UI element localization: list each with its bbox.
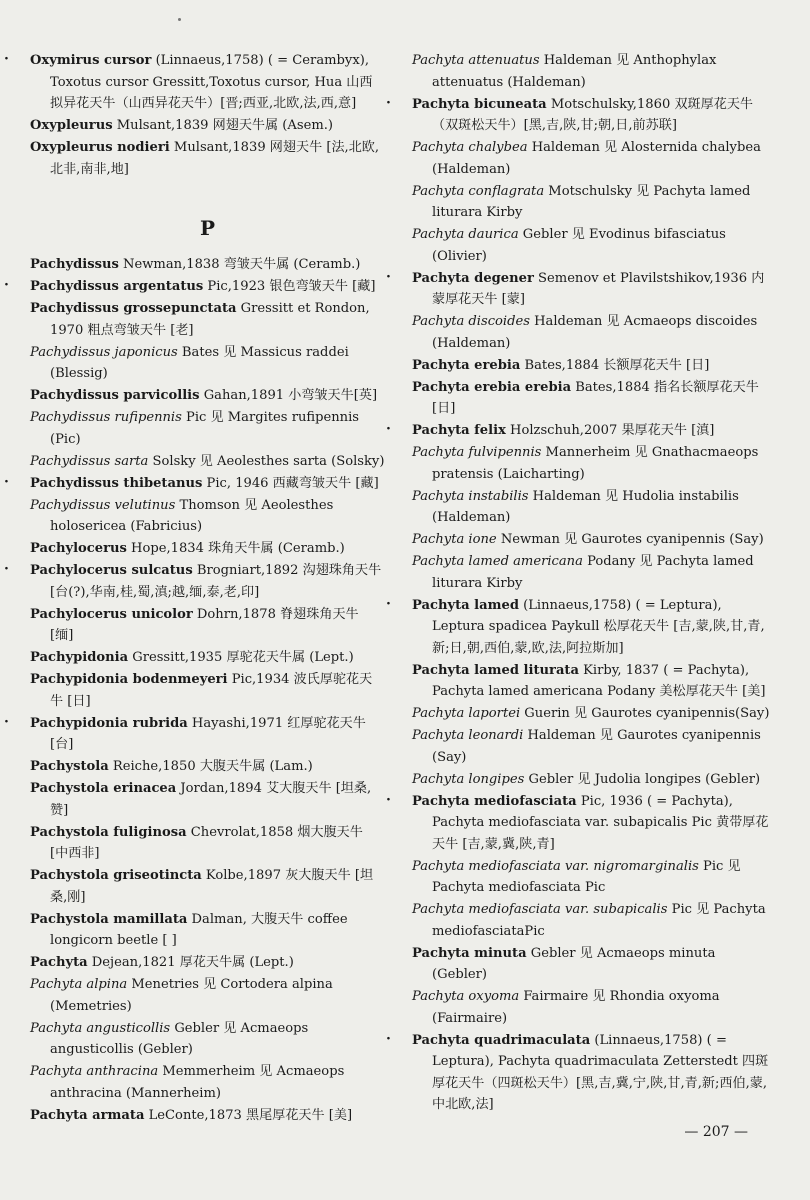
taxon-details: Newman 见 Gaurotes cyanipennis (Say) xyxy=(496,532,764,547)
taxon-entry xyxy=(30,1061,385,1104)
taxon-name: Pachydissus grossepunctata xyxy=(30,301,237,316)
taxon-name: Pachyta ione xyxy=(412,532,497,547)
taxon-entry xyxy=(412,856,770,899)
taxon-name: Pachyta erebia erebia xyxy=(412,379,572,395)
taxon-entry xyxy=(412,703,770,725)
taxon-name: Pachyta instabilis xyxy=(412,488,529,504)
taxon-name: Pachyta xyxy=(30,955,88,970)
taxon-entry: · Pachyta bicuneata Motschulsky,1860 双斑厚花天牛（双斑松天牛）[黑,吉,陕,甘;朝,日,前苏联] xyxy=(386,94,754,133)
taxon-name: Pachyta degener xyxy=(412,270,534,286)
taxon-details: Haldeman 见 Anthophylax attenuatus (Haldeman) xyxy=(432,53,717,90)
taxon-entry xyxy=(30,756,385,778)
taxon-entry: · Pachyta quadrimaculata (Linnaeus,1758) ( = Leptura), Pachyta quadrimaculata Zetterstedt 四斑厚花天牛（四斑松天牛）[黑,吉,冀,宁,陕,甘,青,新;西伯,蒙,中北欧,法] xyxy=(386,1030,769,1112)
taxon-name: Oxypleurus xyxy=(30,118,113,133)
taxon-entry xyxy=(412,50,770,93)
taxon-name: Pachylocerus sulcatus xyxy=(30,563,193,578)
taxon-details: Hayashi,1971 红厚驼花天牛 [台] xyxy=(50,715,366,752)
taxon-name: Pachylocerus unicolor xyxy=(30,606,193,622)
taxon-entry xyxy=(412,551,770,594)
taxon-details: Pic 见 Margites rufipennis (Pic) xyxy=(50,410,360,447)
taxon-entry: · Pachyta felix Holzschuh,2007 果厚花天牛 [滇] xyxy=(386,421,715,438)
taxon-entry xyxy=(30,298,385,341)
taxon-entry xyxy=(30,385,385,407)
taxon-details: Newman,1838 弯皱天牛属 (Ceramb.) xyxy=(118,257,361,272)
section-letter: P xyxy=(199,216,216,240)
taxon-details: Gebler 见 Evodinus bifasciatus (Olivier) xyxy=(432,227,726,264)
taxon-entry xyxy=(30,952,385,974)
taxon-details: Mannerheim 见 Gnathacmaeops pratensis (Laicharting) xyxy=(432,445,759,482)
taxon-name: Pachypidonia bodenmeyeri xyxy=(30,672,228,687)
taxon-details: Menetries 见 Cortodera alpina (Memetries) xyxy=(50,977,333,1014)
taxon-name: Oxymirus cursor xyxy=(30,53,152,68)
taxon-name: Pachyta mediofasciata var. nigromarginalis xyxy=(412,858,699,874)
taxon-details: Pic 见 Pachyta mediofasciata Pic xyxy=(432,858,741,895)
taxon-details: Guerin 见 Gaurotes cyanipennis(Say) xyxy=(520,706,770,721)
taxon-details: (Linnaeus,1758) ( = Leptura), Leptura spadicea Paykull 松厚花天牛 [吉,蒙,陕,甘,青,新;日,朝,西伯,蒙,欧,法,阿拉斯加] xyxy=(432,597,765,656)
taxon-details: Dalman, 大腹天牛 coffee longicorn beetle [ ] xyxy=(50,911,348,948)
taxon-details: Holzschuh,2007 果厚花天牛 [滇] xyxy=(505,423,715,438)
taxon-name: Pachyta erebia xyxy=(412,357,521,373)
taxon-name: Pachyta bicuneata xyxy=(412,96,547,112)
taxon-entry xyxy=(412,486,770,529)
taxon-details: Kirby, 1837 ( = Pachyta), Pachyta lamed americana Podany 美松厚花天牛 [美] xyxy=(432,662,766,699)
taxon-name: Pachyta mediofasciata xyxy=(412,793,577,809)
taxon-details: Bates 见 Massicus raddei (Blessig) xyxy=(50,344,349,381)
taxon-details: Haldeman 见 Alosternida chalybea (Haldeman) xyxy=(432,140,761,177)
taxon-entry xyxy=(30,1018,385,1061)
taxon-entry xyxy=(30,974,385,1017)
taxon-entry xyxy=(30,865,385,908)
taxon-entry xyxy=(30,538,385,560)
taxon-entry xyxy=(30,669,385,712)
taxon-details: Pic, 1936 ( = Pachyta), Pachyta mediofasciata var. subapicalis Pic 黄带厚花天牛 [吉,蒙,冀,陕,青] xyxy=(432,793,769,852)
taxon-entry xyxy=(412,725,770,768)
taxon-details: Memmerheim 见 Acmaeops anthracina (Mannerheim) xyxy=(50,1064,345,1101)
taxon-name: Pachyta armata xyxy=(30,1107,145,1123)
taxon-name: Pachyta felix xyxy=(412,423,506,438)
taxon-name: Pachyta attenuatus xyxy=(412,53,540,68)
taxon-entry xyxy=(30,495,385,538)
taxon-name: Pachydissus parvicollis xyxy=(30,388,200,403)
taxon-details: Mulsant,1839 网翅天牛 [法,北欧,北非,南非,地] xyxy=(50,140,380,177)
taxon-details: (Linnaeus,1758) ( = Leptura), Pachyta quadrimaculata Zetterstedt 四斑厚花天牛（四斑松天牛）[黑,吉,冀,宁,陕,甘,青,新;西伯,蒙,中北欧,法] xyxy=(432,1032,769,1112)
taxon-name: Pachydissus thibetanus xyxy=(30,475,203,491)
taxon-details: Gebler 见 Acmaeops minuta (Gebler) xyxy=(432,945,716,982)
taxon-name: Pachyta daurica xyxy=(412,227,519,242)
taxon-name: Pachydissus argentatus xyxy=(30,279,204,294)
taxon-name: Pachyta alpina xyxy=(30,977,128,992)
taxon-details: Fairmaire 见 Rhondia oxyoma (Fairmaire) xyxy=(432,989,720,1026)
taxon-entry xyxy=(30,822,385,865)
taxon-details: Semenov et Plavilstshikov,1936 内蒙厚花天牛 [蒙] xyxy=(432,270,765,307)
taxon-entry xyxy=(412,986,770,1029)
taxon-name: Pachyta longipes xyxy=(412,771,525,787)
taxon-entry xyxy=(412,442,770,485)
taxon-entry xyxy=(30,115,385,137)
taxon-name: Pachyta angusticollis xyxy=(30,1020,171,1036)
taxon-details: Gressitt et Rondon, 1970 粗点弯皱天牛 [老] xyxy=(50,301,370,338)
taxon-entry xyxy=(412,355,770,377)
taxon-name: Pachystola xyxy=(30,759,109,774)
taxon-entry xyxy=(412,181,770,224)
taxon-name: Pachylocerus xyxy=(30,541,127,556)
taxon-entry: · Pachyta degener Semenov et Plavilstshikov,1936 内蒙厚花天牛 [蒙] xyxy=(386,268,765,307)
taxon-details: Bates,1884 指名长额厚花天牛 [日] xyxy=(432,379,759,416)
taxon-details: Dejean,1821 厚花天牛属 (Lept.) xyxy=(87,955,294,970)
taxon-entry: · Pachyta mediofasciata Pic, 1936 ( = Pachyta), Pachyta mediofasciata var. subapicalis Pic 黄带厚花天牛 [吉,蒙,冀,陕,青] xyxy=(386,791,769,852)
taxon-entry xyxy=(30,909,385,952)
taxon-name: Pachydissus sarta xyxy=(30,453,149,469)
scan-speck xyxy=(178,18,181,21)
taxon-details: Pic,1923 银色弯皱天牛 [藏] xyxy=(203,279,376,294)
taxon-details: Mulsant,1839 网翅天牛属 (Asem.) xyxy=(112,118,334,133)
taxon-entry: · Pachydissus argentatus Pic,1923 银色弯皱天牛 [藏] xyxy=(4,277,376,294)
taxon-name: Oxypleurus nodieri xyxy=(30,140,170,155)
taxon-name: Pachyta quadrimaculata xyxy=(412,1032,591,1048)
taxon-details: Bates,1884 长额厚花天牛 [日] xyxy=(520,357,710,373)
taxon-entry: · Pachypidonia rubrida Hayashi,1971 红厚驼花天牛 [台] xyxy=(4,713,366,752)
taxon-entry xyxy=(412,769,770,791)
taxon-details: Podany 见 Pachyta lamed liturara Kirby xyxy=(432,554,754,591)
taxon-name: Pachypidonia rubrida xyxy=(30,715,188,731)
taxon-entry xyxy=(30,451,385,473)
taxon-name: Pachystola fuliginosa xyxy=(30,824,187,840)
taxon-name: Pachyta leonardi xyxy=(412,728,524,743)
taxon-entry: · Pachyta lamed (Linnaeus,1758) ( = Leptura), Leptura spadicea Paykull 松厚花天牛 [吉,蒙,陕,甘,青,新;日,朝,西伯,蒙,欧,法,阿拉斯加] xyxy=(386,595,765,656)
taxon-details: Pic, 1946 西藏弯皱天牛 [藏] xyxy=(202,475,379,491)
taxon-name: Pachystola griseotincta xyxy=(30,868,202,883)
taxon-details: Haldeman 见 Acmaeops discoides (Haldeman) xyxy=(432,314,758,351)
taxon-name: Pachyta lamed liturata xyxy=(412,662,579,678)
taxon-details: Reiche,1850 大腹天牛属 (Lam.) xyxy=(108,759,313,774)
taxon-name: Pachyta lamed xyxy=(412,597,519,613)
left-column xyxy=(4,50,385,1127)
taxon-entry xyxy=(30,342,385,385)
taxon-entry xyxy=(30,1105,385,1127)
taxon-details: Brogniart,1892 沟翅珠角天牛 [台(?),华南,桂,蜀,滇;越,缅,泰,老,印] xyxy=(50,563,382,600)
taxon-entry xyxy=(30,137,385,180)
taxon-entry xyxy=(412,377,770,420)
taxon-name: Pachyta chalybea xyxy=(412,140,528,155)
taxon-name: Pachyta conflagrata xyxy=(412,183,545,199)
taxon-details: Motschulsky 见 Pachyta lamed liturara Kirby xyxy=(432,183,751,220)
taxon-entry: · Pachydissus thibetanus Pic, 1946 西藏弯皱天牛 [藏] xyxy=(4,473,379,491)
taxon-entry xyxy=(412,660,770,703)
taxon-name: Pachydissus rufipennis xyxy=(30,410,182,425)
taxon-details: Haldeman 见 Hudolia instabilis (Haldeman) xyxy=(432,488,739,525)
taxon-name: Pachypidonia xyxy=(30,650,129,665)
taxon-name: Pachyta lamed americana xyxy=(412,554,583,569)
taxon-name: Pachyta oxyoma xyxy=(412,989,520,1004)
taxon-name: Pachydissus japonicus xyxy=(30,344,178,360)
taxon-details: Gahan,1891 小弯皱天牛[英] xyxy=(199,388,378,403)
taxon-details: Gebler 见 Acmaeops angusticollis (Gebler) xyxy=(50,1020,309,1057)
taxon-name: Pachyta anthracina xyxy=(30,1064,159,1079)
taxon-name: Pachyta laportei xyxy=(412,706,521,721)
taxon-details: Gressitt,1935 厚驼花天牛属 (Lept.) xyxy=(128,650,354,665)
taxon-name: Pachystola mamillata xyxy=(30,911,188,927)
page-number: — 207 — xyxy=(684,1124,748,1140)
taxon-entry: · Pachylocerus sulcatus Brogniart,1892 沟翅珠角天牛 [台(?),华南,桂,蜀,滇;越,缅,泰,老,印] xyxy=(4,561,382,600)
taxon-details: (Linnaeus,1758) ( = Cerambyx), Toxotus cursor Gressitt,Toxotus cursor, Hua 山西拟异花天牛（山西异花天牛）[晋;西亚,北欧,法,西,意] xyxy=(50,53,373,111)
taxon-name: Pachystola erinacea xyxy=(30,781,177,796)
taxon-entry xyxy=(412,224,770,267)
taxon-entry xyxy=(30,254,385,276)
taxon-name: Pachyta mediofasciata var. subapicalis xyxy=(412,902,668,917)
taxon-name: Pachydissus velutinus xyxy=(30,497,176,513)
taxon-details: Kolbe,1897 灰大腹天牛 [坦桑,刚] xyxy=(50,868,374,905)
right-column xyxy=(386,50,770,1116)
taxon-details: Hope,1834 珠角天牛属 (Ceramb.) xyxy=(126,541,345,556)
taxon-entry xyxy=(30,604,385,647)
taxon-entry xyxy=(30,407,385,450)
taxon-details: Chevrolat,1858 烟大腹天牛 [中西非] xyxy=(50,824,363,861)
taxon-details: Pic,1934 波氏厚驼花天牛 [日] xyxy=(50,672,373,709)
taxon-details: Haldeman 见 Gaurotes cyanipennis (Say) xyxy=(432,728,761,765)
taxon-entry xyxy=(30,647,385,669)
taxon-entry: · Oxymirus cursor (Linnaeus,1758) ( = Cerambyx), Toxotus cursor Gressitt,Toxotus cursor, Hua 山西拟异花天牛（山西异花天牛）[晋;西亚,北欧,法,西,意] xyxy=(4,51,373,111)
taxon-details: Pic 见 Pachyta mediofasciataPic xyxy=(432,902,766,939)
taxon-entry xyxy=(30,778,385,821)
taxon-name: Pachydissus xyxy=(30,257,119,272)
taxon-details: Motschulsky,1860 双斑厚花天牛（双斑松天牛）[黑,吉,陕,甘;朝,日,前苏联] xyxy=(432,96,754,133)
taxon-details: Gebler 见 Judolia longipes (Gebler) xyxy=(524,771,761,787)
taxon-entry xyxy=(412,529,770,551)
taxon-name: Pachyta fulvipennis xyxy=(412,445,542,460)
taxon-entry xyxy=(412,311,770,354)
taxon-details: LeConte,1873 黑尾厚花天牛 [美] xyxy=(144,1107,353,1123)
taxon-details: Solsky 见 Aeolesthes sarta (Solsky) xyxy=(148,453,385,469)
taxon-details: Thomson 见 Aeolesthes holosericea (Fabricius) xyxy=(50,497,334,534)
taxon-entry xyxy=(412,137,770,180)
taxon-name: Pachyta minuta xyxy=(412,945,527,961)
taxon-entry xyxy=(412,899,770,942)
taxon-details: Dohrn,1878 脊翅珠角天牛 [缅] xyxy=(50,606,359,643)
taxon-details: Jordan,1894 艾大腹天牛 [坦桑,赞] xyxy=(50,781,372,818)
taxon-entry xyxy=(412,943,770,986)
taxon-name: Pachyta discoides xyxy=(412,314,530,329)
